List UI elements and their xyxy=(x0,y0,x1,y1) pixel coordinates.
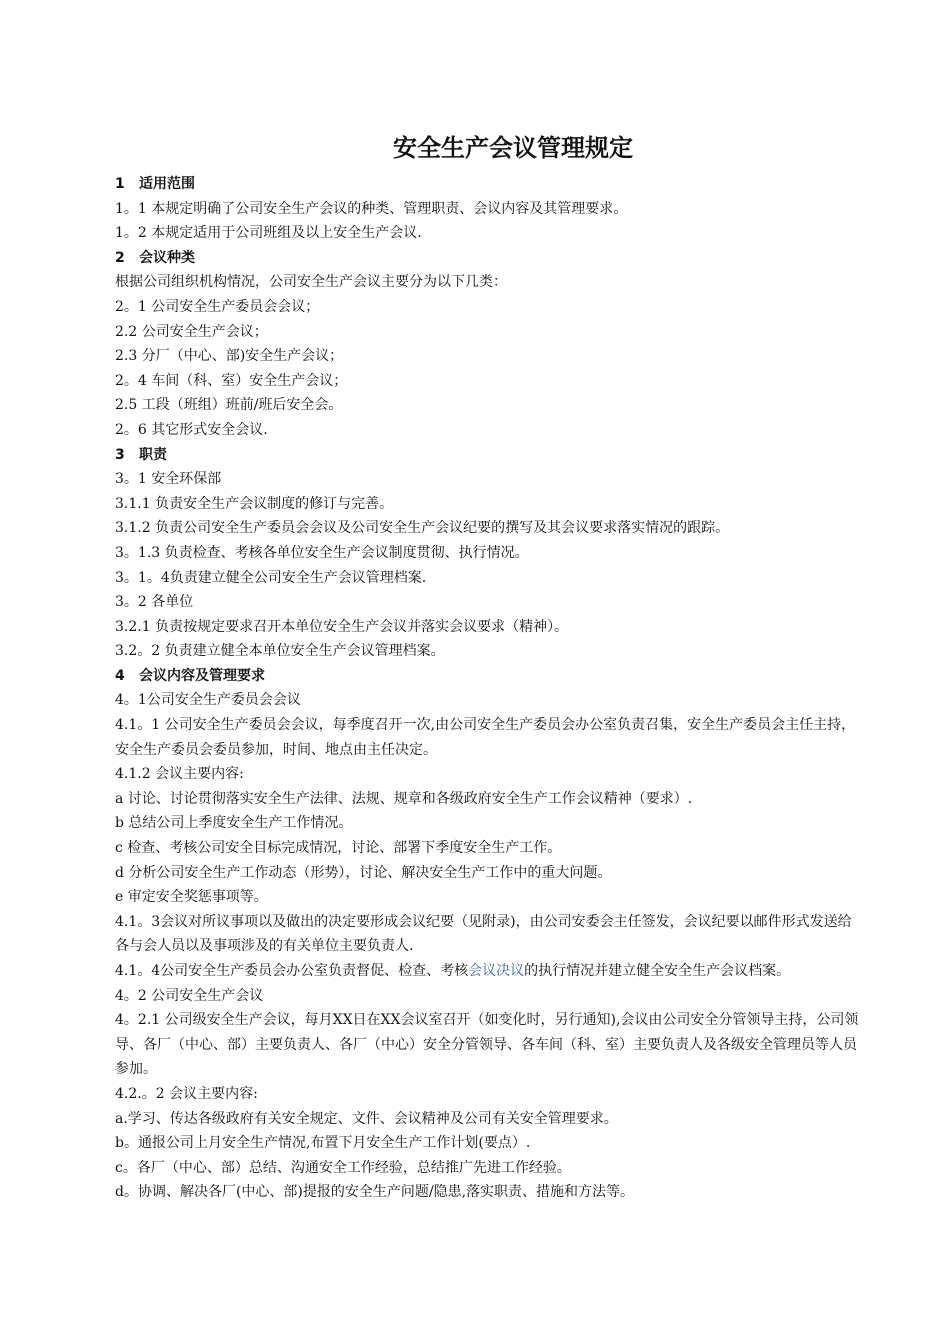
paragraph xyxy=(115,959,863,984)
paragraph: 3.2.1 负责按规定要求召开本单位安全生产会议并落实会议要求（精神）。 xyxy=(115,618,569,635)
list-item: 2.5 工段（班组）班前/班后安全会。 xyxy=(115,397,343,414)
list-item: 2.2 公司安全生产会议； xyxy=(115,323,268,340)
section-label: 会议种类 xyxy=(139,249,195,266)
list-item: 2。6 其它形式安全会议. xyxy=(115,421,268,438)
list-item: 2。1 公司安全生产委员会会议； xyxy=(115,298,320,315)
paragraph: 3。1 安全环保部 xyxy=(115,471,222,488)
list-item: 2。4 车间（科、室）安全生产会议； xyxy=(115,372,348,389)
document-title: 安全生产会议管理规定 xyxy=(393,134,633,162)
paragraph: 4。2 公司安全生产会议 xyxy=(115,987,264,1004)
text-run: 的执行情况并建立健全安全生产会议档案。 xyxy=(524,963,791,979)
paragraph: 3。1.3 负责检查、考核各单位安全生产会议制度贯彻、执行情况。 xyxy=(115,544,529,561)
list-item: d。协调、解决各厂(中心、部)提报的安全生产问题/隐患,落实职责、措施和方法等。 xyxy=(115,1184,635,1201)
list-item: c。各厂（中心、部）总结、沟通安全工作经验，总结推广先进工作经验。 xyxy=(115,1159,571,1176)
list-item: d 分析公司安全生产工作动态（形势），讨论、解决安全生产工作中的重大问题。 xyxy=(115,864,612,881)
paragraph: 3。1。4负责建立健全公司安全生产会议管理档案. xyxy=(115,569,427,586)
section-heading-3 xyxy=(115,443,863,468)
paragraph: 4.2.。2 会议主要内容: xyxy=(115,1085,258,1102)
list-item: 2.3 分厂（中心、部)安全生产会议； xyxy=(115,348,344,365)
section-heading-1 xyxy=(115,172,863,197)
paragraph: 4。1公司安全生产委员会会议 xyxy=(115,692,301,709)
document-body xyxy=(115,172,863,1205)
section-label: 职责 xyxy=(139,446,167,463)
section-label: 会议内容及管理要求 xyxy=(139,667,265,684)
text-run: 4.1。4公司安全生产委员会办公室负责督促、检查、考核 xyxy=(115,963,469,979)
section-number: 4 xyxy=(115,667,125,684)
list-item: c 检查、考核公司安全目标完成情况，讨论、部署下季度安全生产工作。 xyxy=(115,840,562,857)
paragraph: 4.1。1 公司安全生产委员会会议，每季度召开一次,由公司安全生产委员会办公室负责召集，安全生产委员会主任主持，安全生产委员会委员参加，时间、地点由主任决定。 xyxy=(115,717,856,758)
section-number: 1 xyxy=(115,176,125,192)
paragraph: 1。2 本规定适用于公司班组及以上安全生产会议. xyxy=(115,225,422,242)
paragraph: 4.1.2 会议主要内容: xyxy=(115,766,244,783)
paragraph: 3.2。2 负责建立健全本单位安全生产会议管理档案。 xyxy=(115,643,445,660)
paragraph: 根据公司组织机构情况，公司安全生产会议主要分为以下几类： xyxy=(115,274,507,291)
paragraph: 4.1。3会议对所议事项以及做出的决定要形成会议纪要（见附录)，由公司安委会主任签发，会议纪要以邮件形式发送给各与会人员以及事项涉及的有关单位主要负责人. xyxy=(115,913,852,955)
section-number: 3 xyxy=(115,446,125,463)
list-item: b 总结公司上季度安全生产工作情况。 xyxy=(115,815,353,832)
paragraph: 3.1.2 负责公司安全生产委员会会议及公司安全生产会议纪要的撰写及其会议要求落实情况的跟踪。 xyxy=(115,520,730,537)
list-item: a 讨论、讨论贯彻落实安全生产法律、法规、规章和各级政府安全生产工作会议精神（要求）. xyxy=(115,790,693,807)
paragraph: 3。2 各单位 xyxy=(115,594,194,611)
list-item: a.学习、传达各级政府有关安全规定、文件、会议精神及公司有关安全管理要求。 xyxy=(115,1110,618,1127)
paragraph: 4。2.1 公司级安全生产会议，每月XX日在XX会议室召开（如变化时，另行通知),会议由公司安全分管领导主持，公司领导、各厂（中心、部）主要负责人、各厂（中心）安全分管领导、各车间（科、室）主要负责人及各级安全管理员等人员参加。 xyxy=(115,1012,859,1078)
section-heading-2 xyxy=(115,246,863,271)
section-number: 2 xyxy=(115,249,125,266)
section-heading-4 xyxy=(115,664,863,689)
meeting-resolution-link[interactable]: 会议决议 xyxy=(468,963,525,979)
list-item: b。通报公司上月安全生产情况,布置下月安全生产工作计划(要点）. xyxy=(115,1135,531,1152)
paragraph: 3.1.1 负责安全生产会议制度的修订与完善。 xyxy=(115,495,394,512)
paragraph: 1。1 本规定明确了公司安全生产会议的种类、管理职责、会议内容及其管理要求。 xyxy=(115,200,628,217)
list-item: e 审定安全奖惩事项等。 xyxy=(115,889,268,906)
section-label: 适用范围 xyxy=(139,176,195,192)
